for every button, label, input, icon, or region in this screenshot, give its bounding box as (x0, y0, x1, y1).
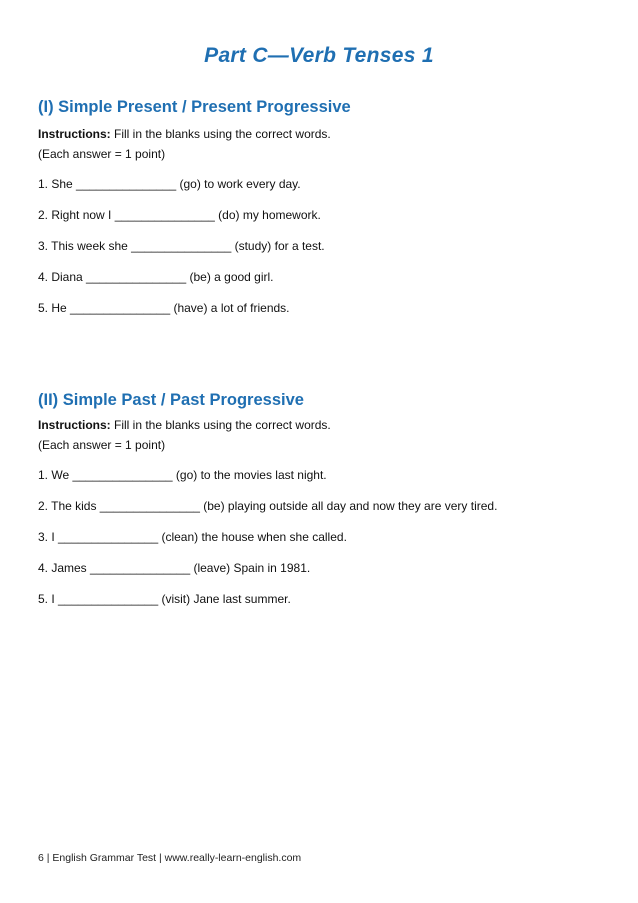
exercise-item: 2. Right now I _______________ (do) my homework. (38, 208, 321, 222)
exercise-item: 1. We _______________ (go) to the movies last night. (38, 468, 327, 482)
instructions-text: Fill in the blanks using the correct words. (110, 418, 331, 432)
instructions (38, 124, 608, 144)
exercise-item: 4. Diana _______________ (be) a good girl. (38, 270, 274, 284)
section-heading: (I) Simple Present / Present Progressive (38, 98, 351, 116)
exercise-item: 3. I _______________ (clean) the house when she called. (38, 530, 347, 544)
page-title: Part C—Verb Tenses 1 (204, 44, 434, 67)
points-note: (Each answer = 1 point) (38, 438, 166, 452)
exercise-list (38, 176, 608, 316)
exercise-item: 4. James _______________ (leave) Spain in 1981. (38, 561, 311, 575)
instructions-text: Fill in the blanks using the correct words. (110, 127, 331, 141)
page-footer: 6 | English Grammar Test | www.really-learn-english.com (38, 852, 302, 864)
exercise-item: 1. She _______________ (go) to work every day. (38, 177, 301, 191)
section-simple-present (38, 96, 608, 316)
exercise-item: 3. This week she _______________ (study) for a test. (38, 239, 325, 253)
instructions-label: Instructions: (38, 418, 111, 432)
exercise-item: 2. The kids _______________ (be) playing outside all day and now they are very tired. (38, 499, 498, 513)
instructions (38, 415, 608, 435)
section-simple-past (38, 389, 608, 607)
exercise-item: 5. I _______________ (visit) Jane last summer. (38, 592, 291, 606)
exercise-item: 5. He _______________ (have) a lot of friends. (38, 301, 290, 315)
section-heading: (II) Simple Past / Past Progressive (38, 391, 304, 409)
instructions-label: Instructions: (38, 127, 111, 141)
exercise-list (38, 467, 608, 607)
points-note: (Each answer = 1 point) (38, 147, 166, 161)
